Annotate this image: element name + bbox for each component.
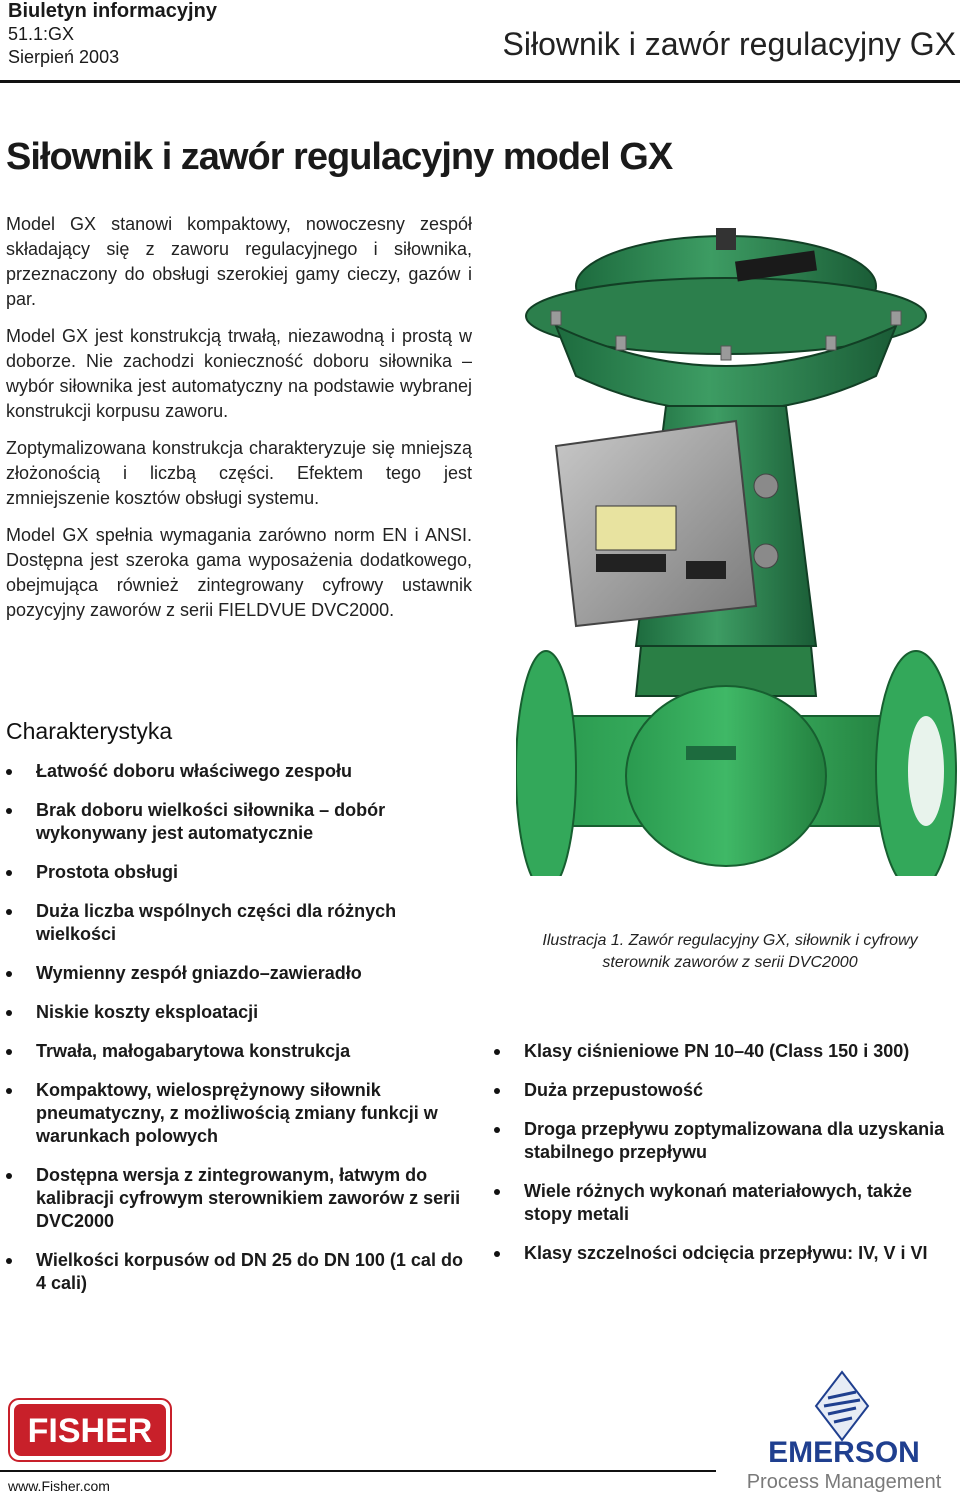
bullet-icon — [6, 1010, 12, 1016]
list-item: Wiele różnych wykonań materiałowych, także stopy metali — [494, 1180, 960, 1226]
fisher-logo-text: FISHER — [27, 1412, 153, 1450]
list-item: Klasy ciśnieniowe PN 10–40 (Class 150 i 300) — [494, 1040, 960, 1063]
bullet-icon — [6, 1173, 12, 1179]
figure-caption: Ilustracja 1. Zawór regulacyjny GX, siłownik i cyfrowy sterownik zaworów z serii DVC2000 — [542, 932, 918, 971]
bullet-icon — [494, 1189, 500, 1195]
bullet-icon — [494, 1251, 500, 1257]
header-meta — [8, 0, 217, 69]
list-item: Trwała, małogabarytowa konstrukcja — [6, 1040, 471, 1063]
emerson-emblem-icon — [816, 1372, 868, 1440]
list-item: Klasy szczelności odcięcia przepływu: IV, V i VI — [494, 1242, 960, 1265]
valve-illustration — [516, 216, 960, 876]
list-item: Wielkości korpusów od DN 25 do DN 100 (1 cal do 4 cali) — [6, 1249, 471, 1295]
intro-paragraph: Zoptymalizowana konstrukcja charakteryzuje się mniejszą złożonością i liczbą części. Efektem tego jest zmniejszenie kosztów obsługi systemu. — [6, 438, 472, 508]
list-item: Kompaktowy, wielosprężynowy siłownik pneumatyczny, z możliwością zmiany funkcji w warunkach polowych — [6, 1079, 471, 1148]
list-item: Droga przepływu zoptymalizowana dla uzyskania stabilnego przepływu — [494, 1118, 960, 1164]
emerson-wordmark: EMERSON — [768, 1436, 920, 1469]
bullet-icon — [6, 909, 12, 915]
bulletin-code: 51.1:GX — [8, 24, 75, 44]
bulletin-label: Biuletyn informacyjny — [8, 0, 217, 22]
list-item: Duża przepustowość — [494, 1079, 960, 1102]
intro-paragraph: Model GX stanowi kompaktowy, nowoczesny zespół składający się z zaworu regulacyjnego i siłownika, przeznaczony do obsługi szerokiej gamy cieczy, gazów i par. — [6, 214, 472, 309]
bullet-icon — [6, 971, 12, 977]
bullet-icon — [494, 1088, 500, 1094]
page-title: Siłownik i zawór regulacyjny model GX — [6, 136, 673, 178]
footer-divider — [0, 1470, 716, 1472]
features-list-right — [494, 1040, 960, 1281]
bullet-icon — [494, 1049, 500, 1055]
header-title: Siłownik i zawór regulacyjny GX — [502, 26, 956, 62]
bullet-icon — [6, 870, 12, 876]
emerson-subtitle: Process Management — [746, 1471, 942, 1493]
bullet-icon — [6, 1088, 12, 1094]
list-item: Dostępna wersja z zintegrowanym, łatwym do kalibracji cyfrowym sterownikiem zaworów z serii DVC2000 — [6, 1164, 471, 1233]
list-item: Prostota obsługi — [6, 861, 471, 884]
bullet-icon — [6, 769, 12, 775]
list-item: Duża liczba wspólnych części dla różnych wielkości — [6, 900, 471, 946]
list-item: Wymienny zespół gniazdo–zawieradło — [6, 962, 471, 985]
list-item: Brak doboru wielkości siłownika – dobór wykonywany jest automatycznie — [6, 799, 471, 845]
emerson-logo — [730, 1370, 958, 1494]
features-heading: Charakterystyka — [6, 718, 173, 744]
bullet-icon — [6, 1049, 12, 1055]
bullet-icon — [6, 808, 12, 814]
website-link[interactable]: www.Fisher.com — [8, 1478, 110, 1494]
intro-paragraph: Model GX spełnia wymagania zarówno norm EN i ANSI. Dostępna jest szeroka gama wyposażenia dodatkowego, obejmująca również zintegrowany cyfrowy ustawnik pozycyjny zaworów z serii FIELDVUE DVC2000. — [6, 525, 472, 620]
bullet-icon — [6, 1258, 12, 1264]
list-item: Łatwość doboru właściwego zespołu — [6, 760, 471, 783]
bulletin-date: Sierpień 2003 — [8, 47, 120, 67]
features-list-left — [6, 760, 471, 1311]
fisher-logo — [8, 1398, 172, 1462]
list-item: Niskie koszty eksploatacji — [6, 1001, 471, 1024]
intro-paragraph: Model GX jest konstrukcją trwałą, niezawodną i prostą w doborze. Nie zachodzi konieczność doboru siłownika – wybór siłownika jest automatyczny na podstawie wybranej konstrukcji korpusu zaworu. — [6, 326, 472, 421]
header-divider — [0, 80, 960, 83]
bullet-icon — [494, 1127, 500, 1133]
intro-text — [6, 212, 472, 635]
